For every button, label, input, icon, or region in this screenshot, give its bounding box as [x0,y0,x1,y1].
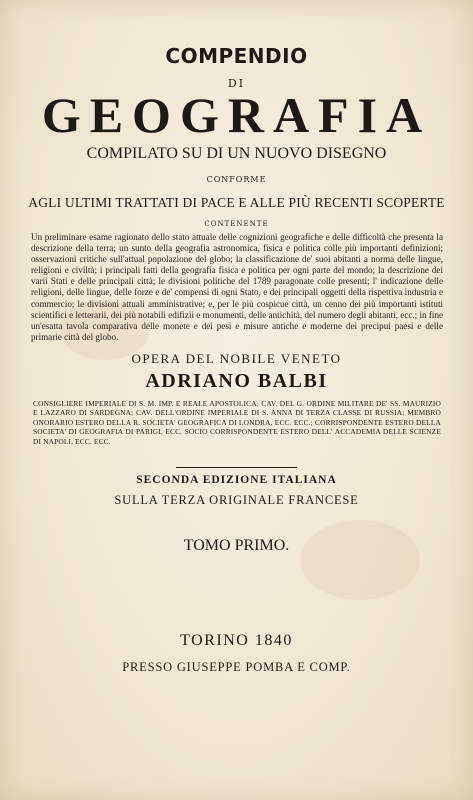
divider-rule [176,467,297,468]
conforme-label: CONFORME [206,175,267,184]
title-di: DI [227,77,246,90]
edition-line-2: SULLA TERZA ORIGINALE FRANCESE [114,493,359,507]
subtitle-compilato: COMPILATO SU DI UN NUOVO DISEGNO [86,145,387,162]
printer-line: PRESSO GIUSEPPE POMBA E COMP. [122,660,351,674]
opera-line: OPERA DEL NOBILE VENETO [131,351,342,366]
volume-label: TOMO PRIMO. [183,537,290,554]
title-compendio: COMPENDIO [165,44,308,68]
contents-paragraph: Un preliminare esame ragionato dello stato attuale delle cognizioni geografiche e delle difficoltà che presenta la descrizione della terra; un sunto della geografia astronomica, fisica e politica colle più importanti definizioni; osservazioni critiche sull'attual popolazione del globo; la classificazione de' suoi abitanti a norma delle lingue, religioni e civiltà; i principali fatti della geografia fisica e politica per ogni parte del mondo; la descrizione dei varii Stati e delle principali città; le divisioni politiche del 1789 paragonate colle presenti; l' indicazione delle religioni, delle lingue, delle forze e de' compensi di ogni Stato, e dei principali oggetti della rispettiva industria e commercio; le divisioni attuali amministrative; e, per le più cospicue città, un cenno dei più importanti istituti scientifici e letterarii, dei più notabili edifizii e monumenti, delle antichità, del numero degli abitanti, ecc.; in fine un'esatta tavola comparativa delle monete e dei pesi e misure antiche e moderne dei precipui paesi e delle primarie città del globo. [31,232,443,342]
title-geografia: GEOGRAFIA [41,87,432,143]
edition-line-1: SECONDA EDIZIONE ITALIANA [136,474,337,486]
paper-stain [300,520,420,600]
subtitle-trattati: AGLI ULTIMI TRATTATI DI PACE E ALLE PIÙ RECENTI SCOPERTE [28,195,445,210]
place-year: TORINO 1840 [180,632,293,649]
contenente-label: CONTENENTE [204,220,269,228]
author-name: ADRIANO BALBI [145,370,328,392]
author-titles: CONSIGLIERE IMPERIALE DI S. M. IMP. E REALE APOSTOLICA; CAV. DEL G. ORDINE MILITARE DE' SS. MAURIZIO E LAZZARO DI SARDEGNA; CAV. DELL'ORDINE IMPERIALE DI S. ANNA DI TERZA CLASSE DI RUSSIA; MEMBRO ONORARIO ESTERO DELLA R. SOCIETA' GEOGRAFICA DI LONDRA, ECC. ECC.; CORRISPONDENTE ESTERO DELLA SOCIETA' DI GEOGRAFIA DI PARIGI, ECC. SOCIO CORRISPONDENTE ESTERO DELL' ACCADEMIA DELLE SCIENZE DI NAPOLI, ECC. ECC. [33,399,441,446]
